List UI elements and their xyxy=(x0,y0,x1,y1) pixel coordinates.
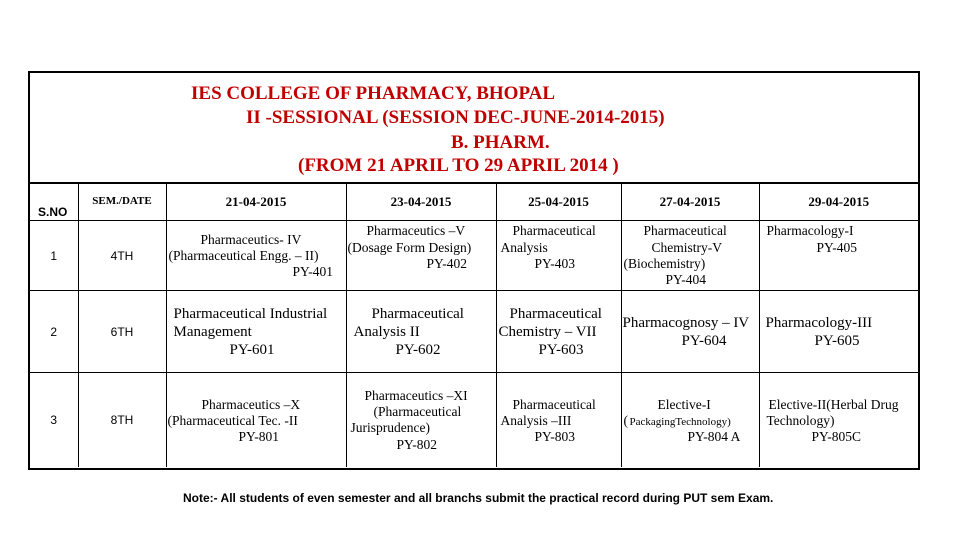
subject-line: Pharmaceutical xyxy=(512,223,596,238)
subject-line: Elective-II(Herbal Drug xyxy=(768,397,899,412)
subject-line: (Pharmaceutical Tec. -II xyxy=(167,413,298,428)
paper-code: PY-401 xyxy=(292,264,334,279)
exam-cell xyxy=(621,373,759,468)
subject-line: PackagingTechnology) xyxy=(629,416,731,428)
paper-code: PY-602 xyxy=(395,342,441,358)
subject-line: Pharmaceutical xyxy=(643,223,727,238)
column-header-date: 27-04-2015 xyxy=(621,184,759,221)
subject-line: Pharmacology-I xyxy=(766,223,854,238)
subject-line: (Dosage Form Design) xyxy=(347,240,472,255)
subject-line: Analysis –III xyxy=(500,413,572,428)
subject-line: Jurisprudence) xyxy=(350,420,430,435)
subject-line: Analysis II xyxy=(353,324,420,340)
subject-line: Management xyxy=(173,324,252,340)
exam-cell xyxy=(166,373,346,468)
paper-code: PY-803 xyxy=(534,429,576,444)
exam-cell xyxy=(621,221,759,291)
paper-code: PY-601 xyxy=(229,342,275,358)
serial-number: 1 xyxy=(30,221,78,291)
schedule-table xyxy=(30,184,918,467)
subject-line: Pharmacology-III xyxy=(765,315,873,331)
college-name: IES COLLEGE OF PHARMACY, BHOPAL xyxy=(191,83,556,104)
exam-cell xyxy=(346,373,496,468)
subject-line: Pharmaceutics –XI xyxy=(364,388,468,403)
footer-note: Note:- All students of even semester and all branchs submit the practical record during PUT sem Exam. xyxy=(183,491,774,505)
subject-line: Pharmaceutics- IV xyxy=(200,232,302,247)
subject-line: Pharmaceutical xyxy=(509,306,602,322)
subject-line: ( xyxy=(623,413,628,428)
column-header-date: 21-04-2015 xyxy=(166,184,346,221)
table-header-row xyxy=(30,184,918,221)
title-block xyxy=(30,73,918,184)
subject-line: Pharmaceutical Industrial xyxy=(173,306,328,322)
timetable-sheet xyxy=(28,71,920,470)
paper-code: PY-402 xyxy=(426,256,468,271)
subject-line: (Biochemistry) xyxy=(623,256,706,271)
subject-line: Pharmaceutics –X xyxy=(201,397,301,412)
subject-line: Chemistry-V xyxy=(651,240,722,255)
exam-cell xyxy=(621,291,759,373)
subject-line: Elective-I xyxy=(657,397,711,412)
course-title: B. PHARM. xyxy=(451,132,550,153)
column-header-date: 29-04-2015 xyxy=(759,184,918,221)
exam-cell xyxy=(166,291,346,373)
paper-code: PY-801 xyxy=(238,429,280,444)
session-title: II -SESSIONAL (SESSION DEC-JUNE-2014-2015) xyxy=(246,107,665,128)
exam-cell xyxy=(759,373,918,468)
paper-code: PY-405 xyxy=(816,240,858,255)
column-header-sno: S.NO xyxy=(30,184,78,221)
exam-cell xyxy=(759,221,918,291)
paper-code: PY-802 xyxy=(396,437,438,452)
subject-line: (Pharmaceutical Engg. – II) xyxy=(168,248,319,263)
column-header-date: 23-04-2015 xyxy=(346,184,496,221)
semester: 6TH xyxy=(78,291,166,373)
subject-line: (Pharmaceutical xyxy=(373,404,462,419)
paper-code: PY-604 xyxy=(681,333,727,349)
column-header-semdate: SEM./DATE xyxy=(78,184,166,221)
semester: 4TH xyxy=(78,221,166,291)
subject-line: Pharmaceutics –V xyxy=(366,223,466,238)
subject-line: Pharmaceutical xyxy=(512,397,596,412)
subject-line: Chemistry – VII xyxy=(498,324,597,340)
paper-code: PY-403 xyxy=(534,256,576,271)
exam-cell xyxy=(166,221,346,291)
table-row xyxy=(30,291,918,373)
paper-code: PY-805C xyxy=(811,429,862,444)
table-row xyxy=(30,221,918,291)
paper-code: PY-404 xyxy=(665,272,707,287)
date-range: (FROM 21 APRIL TO 29 APRIL 2014 ) xyxy=(298,155,619,176)
subject-line: Technology) xyxy=(766,413,835,428)
subject-line: Analysis xyxy=(500,240,548,255)
paper-code: PY-804 A xyxy=(687,429,741,444)
exam-cell xyxy=(346,221,496,291)
serial-number: 2 xyxy=(30,291,78,373)
exam-cell xyxy=(346,291,496,373)
exam-cell xyxy=(496,221,621,291)
exam-cell xyxy=(759,291,918,373)
paper-code: PY-605 xyxy=(814,333,860,349)
table-row xyxy=(30,373,918,468)
column-header-date: 25-04-2015 xyxy=(496,184,621,221)
subject-line: Pharmacognosy – IV xyxy=(622,315,750,331)
subject-line: Pharmaceutical xyxy=(371,306,464,322)
exam-cell xyxy=(496,373,621,468)
exam-cell xyxy=(496,291,621,373)
serial-number: 3 xyxy=(30,373,78,468)
paper-code: PY-603 xyxy=(538,342,584,358)
semester: 8TH xyxy=(78,373,166,468)
